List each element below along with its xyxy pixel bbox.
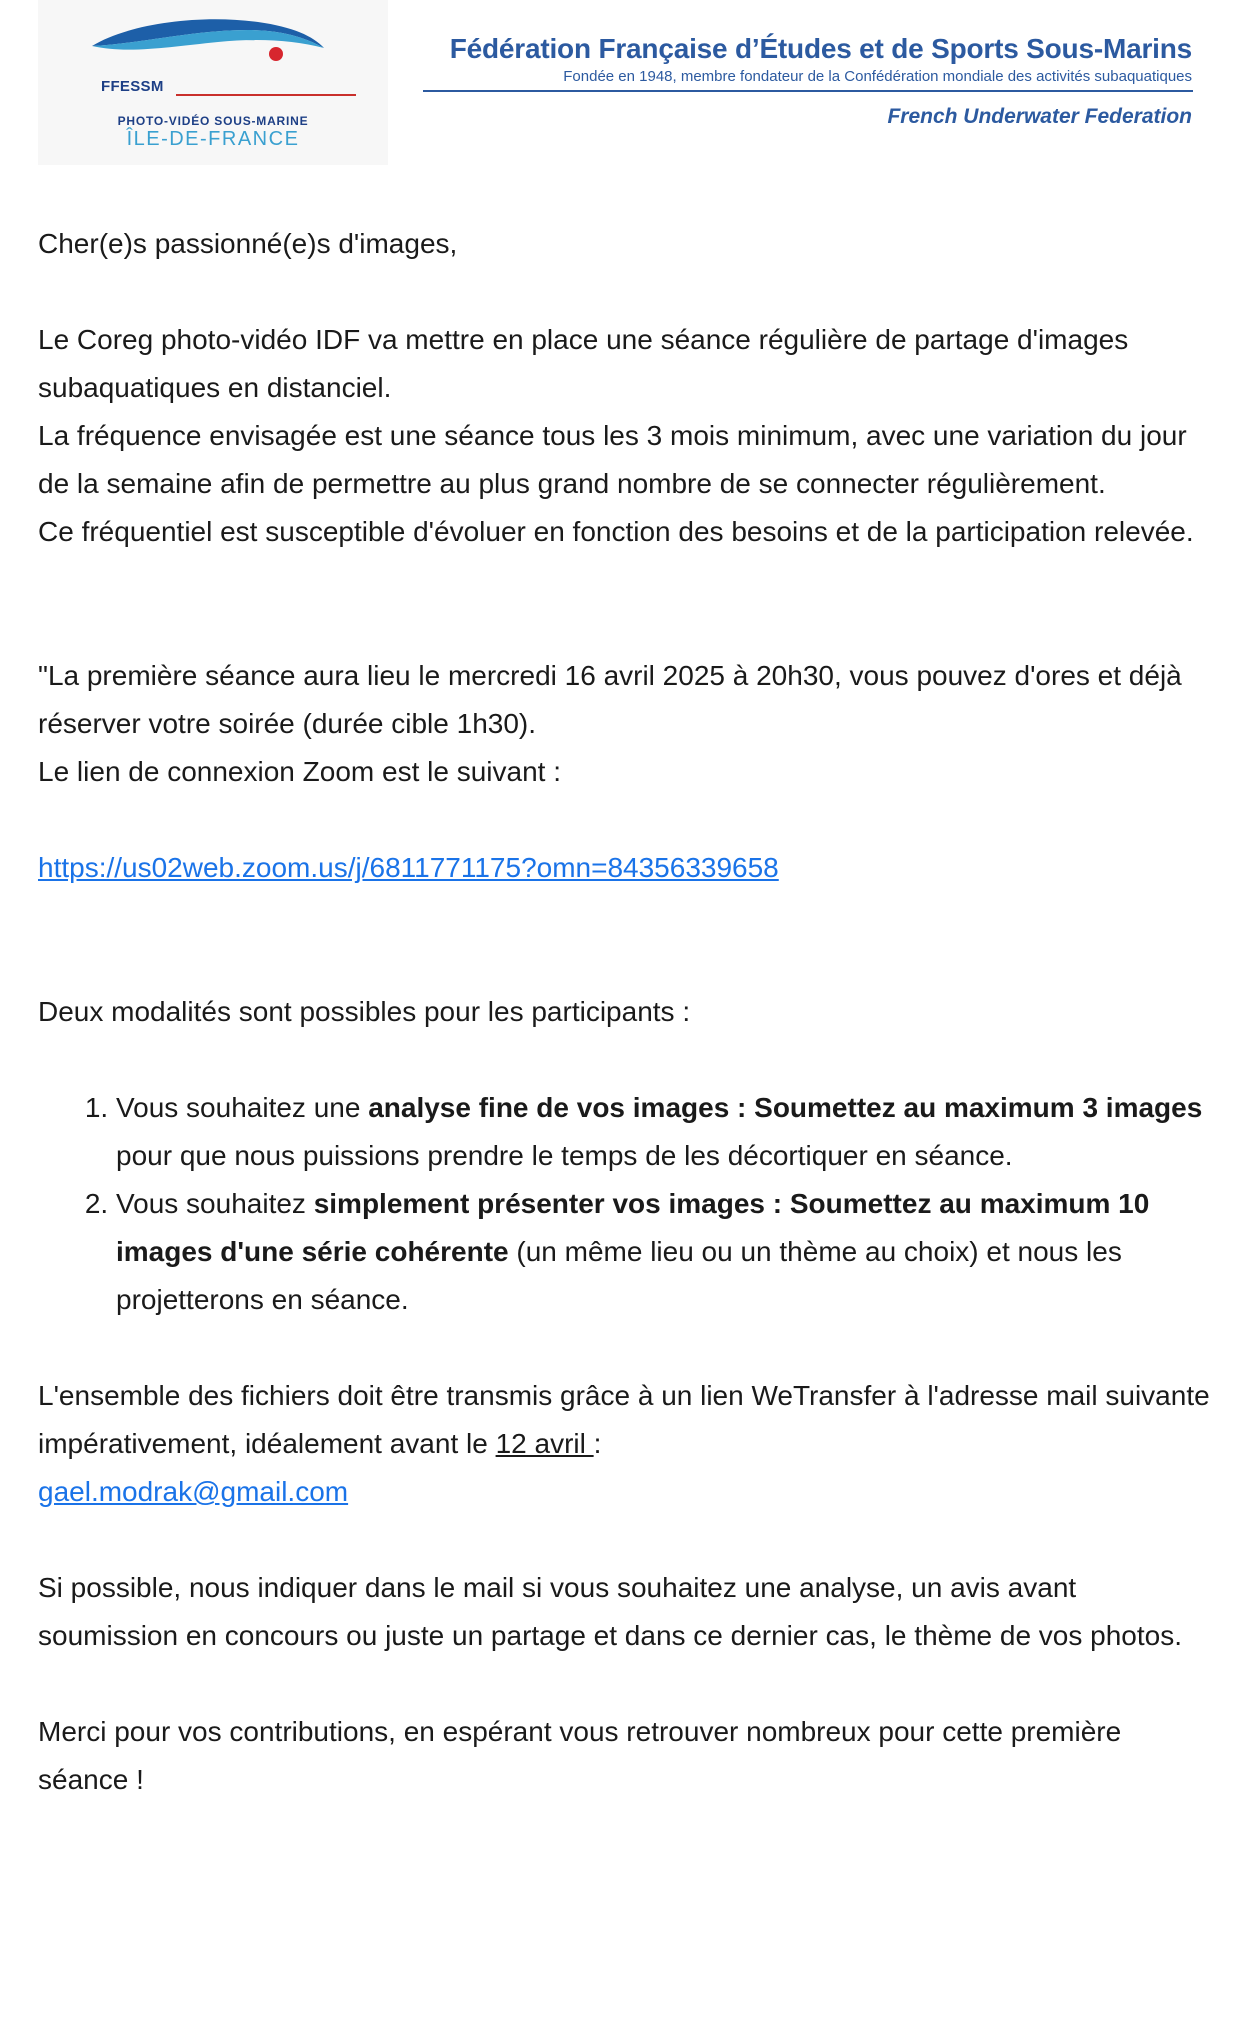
logo-region: ÎLE-DE-FRANCE <box>126 128 300 150</box>
transfer-instructions: L'ensemble des fichiers doit être transmis grâce à un lien WeTransfer à l'adresse mail suivante impérativement, idéalement avant le 12 avril : <box>38 1380 1210 1459</box>
request-paragraph: Si possible, nous indiquer dans le mail si vous souhaitez une analyse, un avis avant soumission en concours ou juste un partage et dans ce dernier cas, le thème de vos photos. <box>38 1572 1183 1651</box>
list-item: 2. Vous souhaitez simplement présenter vos images : Soumettez au maximum 10 images d'une série cohérente (un même lieu ou un thème au choix) et nous les projetterons en séance. <box>116 1180 1218 1324</box>
spacer <box>38 268 1218 316</box>
first-session-info: "La première séance aura lieu le mercredi 16 avril 2025 à 20h30, vous pouvez d'ores et déjà réserver votre soirée (durée cible 1h30). <box>38 660 1182 739</box>
logo-divider <box>176 94 356 96</box>
spacer <box>38 1036 1218 1084</box>
item-emphasis: analyse fine de vos images : Soumettez au maximum 3 images <box>368 1092 1203 1123</box>
deadline-date: 12 avril <box>495 1428 594 1459</box>
item-emphasis: simplement présenter vos images : Soumettez au maximum 10 images d'une série cohérente <box>116 1188 1150 1267</box>
spacer <box>38 796 1218 844</box>
spacer <box>38 1324 1218 1372</box>
zoom-link[interactable]: https://us02web.zoom.us/j/6811771175?omn=84356339658 <box>38 852 779 883</box>
spacer <box>38 556 1218 652</box>
modalities-intro: Deux modalités sont possibles pour les participants : <box>38 996 691 1027</box>
intro-paragraph-1: Le Coreg photo-vidéo IDF va mettre en place une séance régulière de partage d'images subaquatiques en distanciel. <box>38 324 1129 403</box>
spacer <box>38 1516 1218 1564</box>
intro-paragraph-2: La fréquence envisagée est une séance tous les 3 mois minimum, avec une variation du jour de la semaine afin de permettre au plus grand nombre de se connecter régulièrement. <box>38 420 1187 499</box>
federation-subtitle: Fondée en 1948, membre fondateur de la Confédération mondiale des activités subaquatiques <box>563 68 1192 85</box>
modalities-list <box>38 1084 1218 1324</box>
federation-english-name: French Underwater Federation <box>887 105 1192 128</box>
email-link[interactable]: gael.modrak@gmail.com <box>38 1476 349 1507</box>
email-body <box>38 220 1218 1804</box>
spacer <box>38 892 1218 988</box>
closing-paragraph: Merci pour vos contributions, en espérant vous retrouver nombreux pour cette première séance ! <box>38 1716 1122 1795</box>
email-header <box>0 0 1252 175</box>
header-divider <box>423 90 1193 92</box>
spacer <box>38 1660 1218 1708</box>
greeting: Cher(e)s passionné(e)s d'images, <box>38 228 458 259</box>
logo-acronym: FFESSM <box>101 78 164 95</box>
ffessm-logo <box>38 0 388 165</box>
list-item: 1. Vous souhaitez une analyse fine de vos images : Soumettez au maximum 3 images pour que nous puissions prendre le temps de les décortiquer en séance. <box>116 1084 1218 1180</box>
wave-logo-icon <box>88 14 328 74</box>
intro-paragraph-3: Ce fréquentiel est susceptible d'évoluer en fonction des besoins et de la participation relevée. <box>38 516 1194 547</box>
federation-title: Fédération Française d’Études et de Sports Sous-Marins <box>449 33 1192 64</box>
zoom-intro: Le lien de connexion Zoom est le suivant : <box>38 756 561 787</box>
logo-subtitle: PHOTO-VIDÉO SOUS-MARINE <box>117 114 309 128</box>
